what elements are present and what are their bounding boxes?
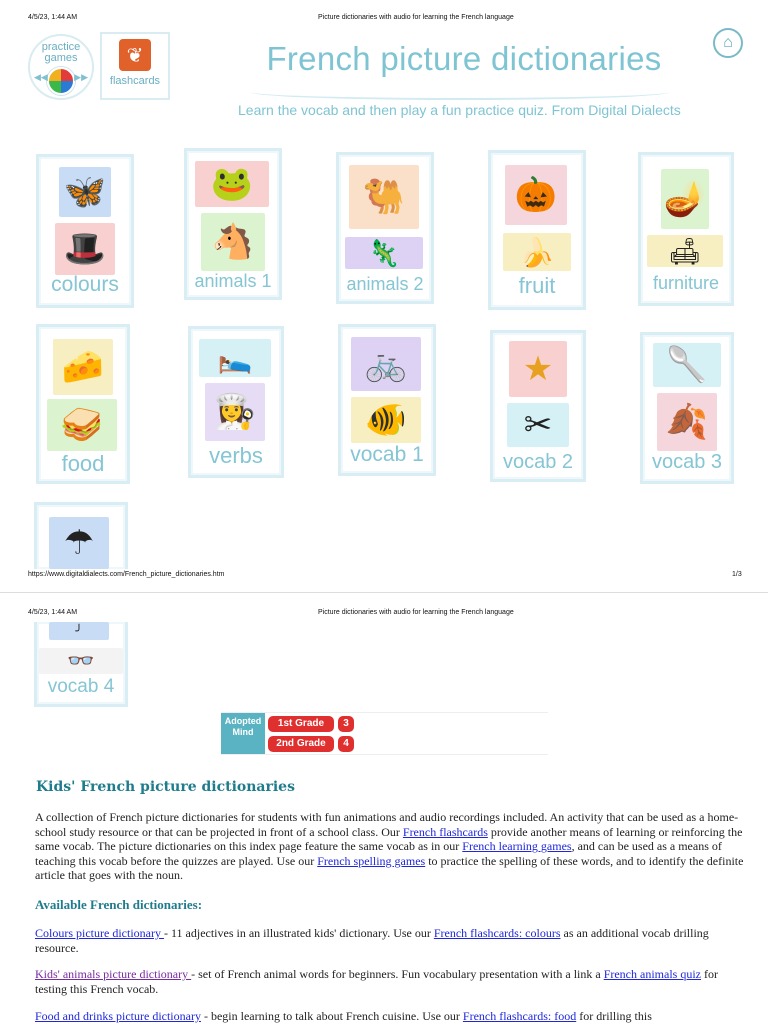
list-item <box>35 967 747 996</box>
card-label-vocab-2: vocab 2 <box>502 451 574 473</box>
ad-brand <box>221 713 265 754</box>
card-vocab-2[interactable] <box>490 330 586 482</box>
lizard-icon: 🦎 <box>345 237 423 269</box>
sleeping-icon: 🛌 <box>199 339 271 377</box>
item-text: - 11 adjectives in an illustrated kids' dictionary. Use our <box>163 926 434 940</box>
star-icon: ★ <box>509 341 567 397</box>
page-title: French picture dictionaries <box>266 40 662 77</box>
card-label-colours: colours <box>51 273 119 296</box>
food-dictionary-link[interactable]: Food and drinks picture dictionary <box>35 1009 201 1023</box>
scissors-icon: ✂ <box>507 403 569 447</box>
fish-icon: 🐠 <box>351 397 421 443</box>
card-label-fruit: fruit <box>518 273 556 298</box>
french-learning-games-link[interactable]: French learning games <box>462 839 572 854</box>
item-text: as an additional vocab drilling resource. <box>35 926 709 955</box>
french-spelling-games-link[interactable]: French spelling games <box>317 853 426 868</box>
print-datetime: 4/5/23, 1:44 AM <box>28 14 78 21</box>
available-dictionaries-heading: Available French dictionaries: <box>35 897 203 912</box>
ad-grade-2-button[interactable]: 2nd Grade <box>268 736 334 752</box>
flashcards-colours-link[interactable]: French flashcards: colours <box>433 926 561 940</box>
item-text: for drilling this <box>576 1009 652 1023</box>
card-food[interactable] <box>36 324 130 484</box>
arrow-right-icon: ▶▶ <box>74 72 88 82</box>
item-text: - set of French animal words for beginners. Fun vocabulary presentation with a link a <box>191 967 604 981</box>
ad-banner[interactable] <box>221 712 548 755</box>
list-item <box>35 1009 747 1024</box>
card-label-furniture: furniture <box>652 273 720 293</box>
title-swoosh <box>250 84 670 100</box>
card-label-verbs: verbs <box>209 443 263 468</box>
horse-icon: 🐴 <box>201 213 265 271</box>
print-page-number: 1/3 <box>732 571 742 578</box>
ad-brand-bottom: Mind <box>232 727 254 737</box>
arrow-left-icon: ◀◀ <box>34 72 48 82</box>
cook-icon: 👩‍🍳 <box>205 383 265 441</box>
card-vocab-4[interactable] <box>34 622 128 707</box>
lamp-icon: 🪔 <box>661 169 709 229</box>
hat-icon: 🎩 <box>55 223 115 275</box>
french-animals-quiz-link[interactable]: French animals quiz <box>603 967 701 981</box>
camel-icon: 🐫 <box>349 165 419 229</box>
ad-grade-3-button[interactable]: 3 <box>338 716 354 732</box>
colours-dictionary-link[interactable]: Colours picture dictionary <box>35 926 164 940</box>
card-vocab-4-top[interactable] <box>34 502 128 569</box>
flashcards-food-link[interactable]: French flashcards: food <box>462 1009 577 1023</box>
card-label-vocab-3: vocab 3 <box>651 451 723 473</box>
practice-games-label: practice games <box>41 41 81 64</box>
intro-text-2: provide another means of learning or reinforcing the same vocab. The picture dictionaries on this index page feature the same vocab as in our <box>35 824 743 854</box>
ad-grade-4-button[interactable]: 4 <box>338 736 354 752</box>
item-text: for testing this French vocab. <box>35 967 718 996</box>
intro-paragraph <box>35 810 747 883</box>
print-page-title: Picture dictionaries with audio for learning the French language <box>318 14 514 21</box>
card-label-vocab-4: vocab 4 <box>47 676 115 697</box>
card-animals-1[interactable] <box>184 148 282 300</box>
card-fruit[interactable] <box>488 150 586 310</box>
home-icon[interactable]: ⌂ <box>713 28 743 58</box>
leaf-icon: ❦ <box>119 39 151 71</box>
print-page-title-2: Picture dictionaries with audio for learning the French language <box>318 609 514 616</box>
umbrella-handle-icon: ╯ <box>49 622 109 640</box>
card-vocab-1[interactable] <box>338 324 436 476</box>
card-colours[interactable] <box>36 154 134 308</box>
butterfly-icon: 🦋 <box>59 167 111 217</box>
article-heading: Kids' French picture dictionaries <box>36 779 295 795</box>
print-url: https://www.digitaldialects.com/French_picture_dictionaries.htm <box>28 571 225 578</box>
list-item <box>35 926 747 955</box>
page-break <box>0 592 768 593</box>
animals-dictionary-link[interactable]: Kids' animals picture dictionary <box>35 967 192 981</box>
leaf-icon: 🍂 <box>657 393 717 451</box>
spoon-icon: 🥄 <box>653 343 721 387</box>
card-vocab-3[interactable] <box>640 332 734 484</box>
bicycle-icon: 🚲 <box>351 337 421 391</box>
ad-grade-1-button[interactable]: 1st Grade <box>268 716 334 732</box>
ad-brand-top: Adopted <box>224 716 262 726</box>
banana-icon: 🍌 <box>503 233 571 271</box>
glasses-icon: 👓 <box>39 648 123 674</box>
card-label-animals-2: animals 2 <box>346 274 424 294</box>
card-animals-2[interactable] <box>336 152 434 304</box>
item-text: - begin learning to talk about French cuisine. Use our <box>200 1009 463 1023</box>
intro-text-3: , and can be used as a means of teaching this vocab before the quizzes are played. Use our <box>35 839 722 868</box>
card-label-vocab-1: vocab 1 <box>350 443 424 466</box>
sandwich-icon: 🥪 <box>47 399 117 451</box>
frog-icon: 🐸 <box>195 161 269 207</box>
flashcards-label: flashcards <box>109 75 161 87</box>
sofa-icon: 🛋 <box>647 235 723 267</box>
pumpkin-icon: 🎃 <box>505 165 567 225</box>
card-label-food: food <box>61 451 105 476</box>
cheese-icon: 🧀 <box>53 339 113 395</box>
umbrella-icon: ☂ <box>49 517 109 569</box>
print-datetime-2: 4/5/23, 1:44 AM <box>28 609 78 616</box>
page-subtitle: Learn the vocab and then play a fun practice quiz. From Digital Dialects <box>238 102 681 118</box>
french-flashcards-link[interactable]: French flashcards <box>402 824 488 839</box>
card-label-animals-1: animals 1 <box>194 271 272 291</box>
card-verbs[interactable] <box>188 326 284 478</box>
intro-text-4: to practice the spelling of these words, and to identify the definite article that goes with the noun. <box>35 853 744 883</box>
card-furniture[interactable] <box>638 152 734 306</box>
intro-text-1: A collection of French picture dictionaries for students with fun animations and audio recordings included. An activity that can be used as a home-school study resource or that can be projected in front of a school class. Our <box>35 810 739 839</box>
